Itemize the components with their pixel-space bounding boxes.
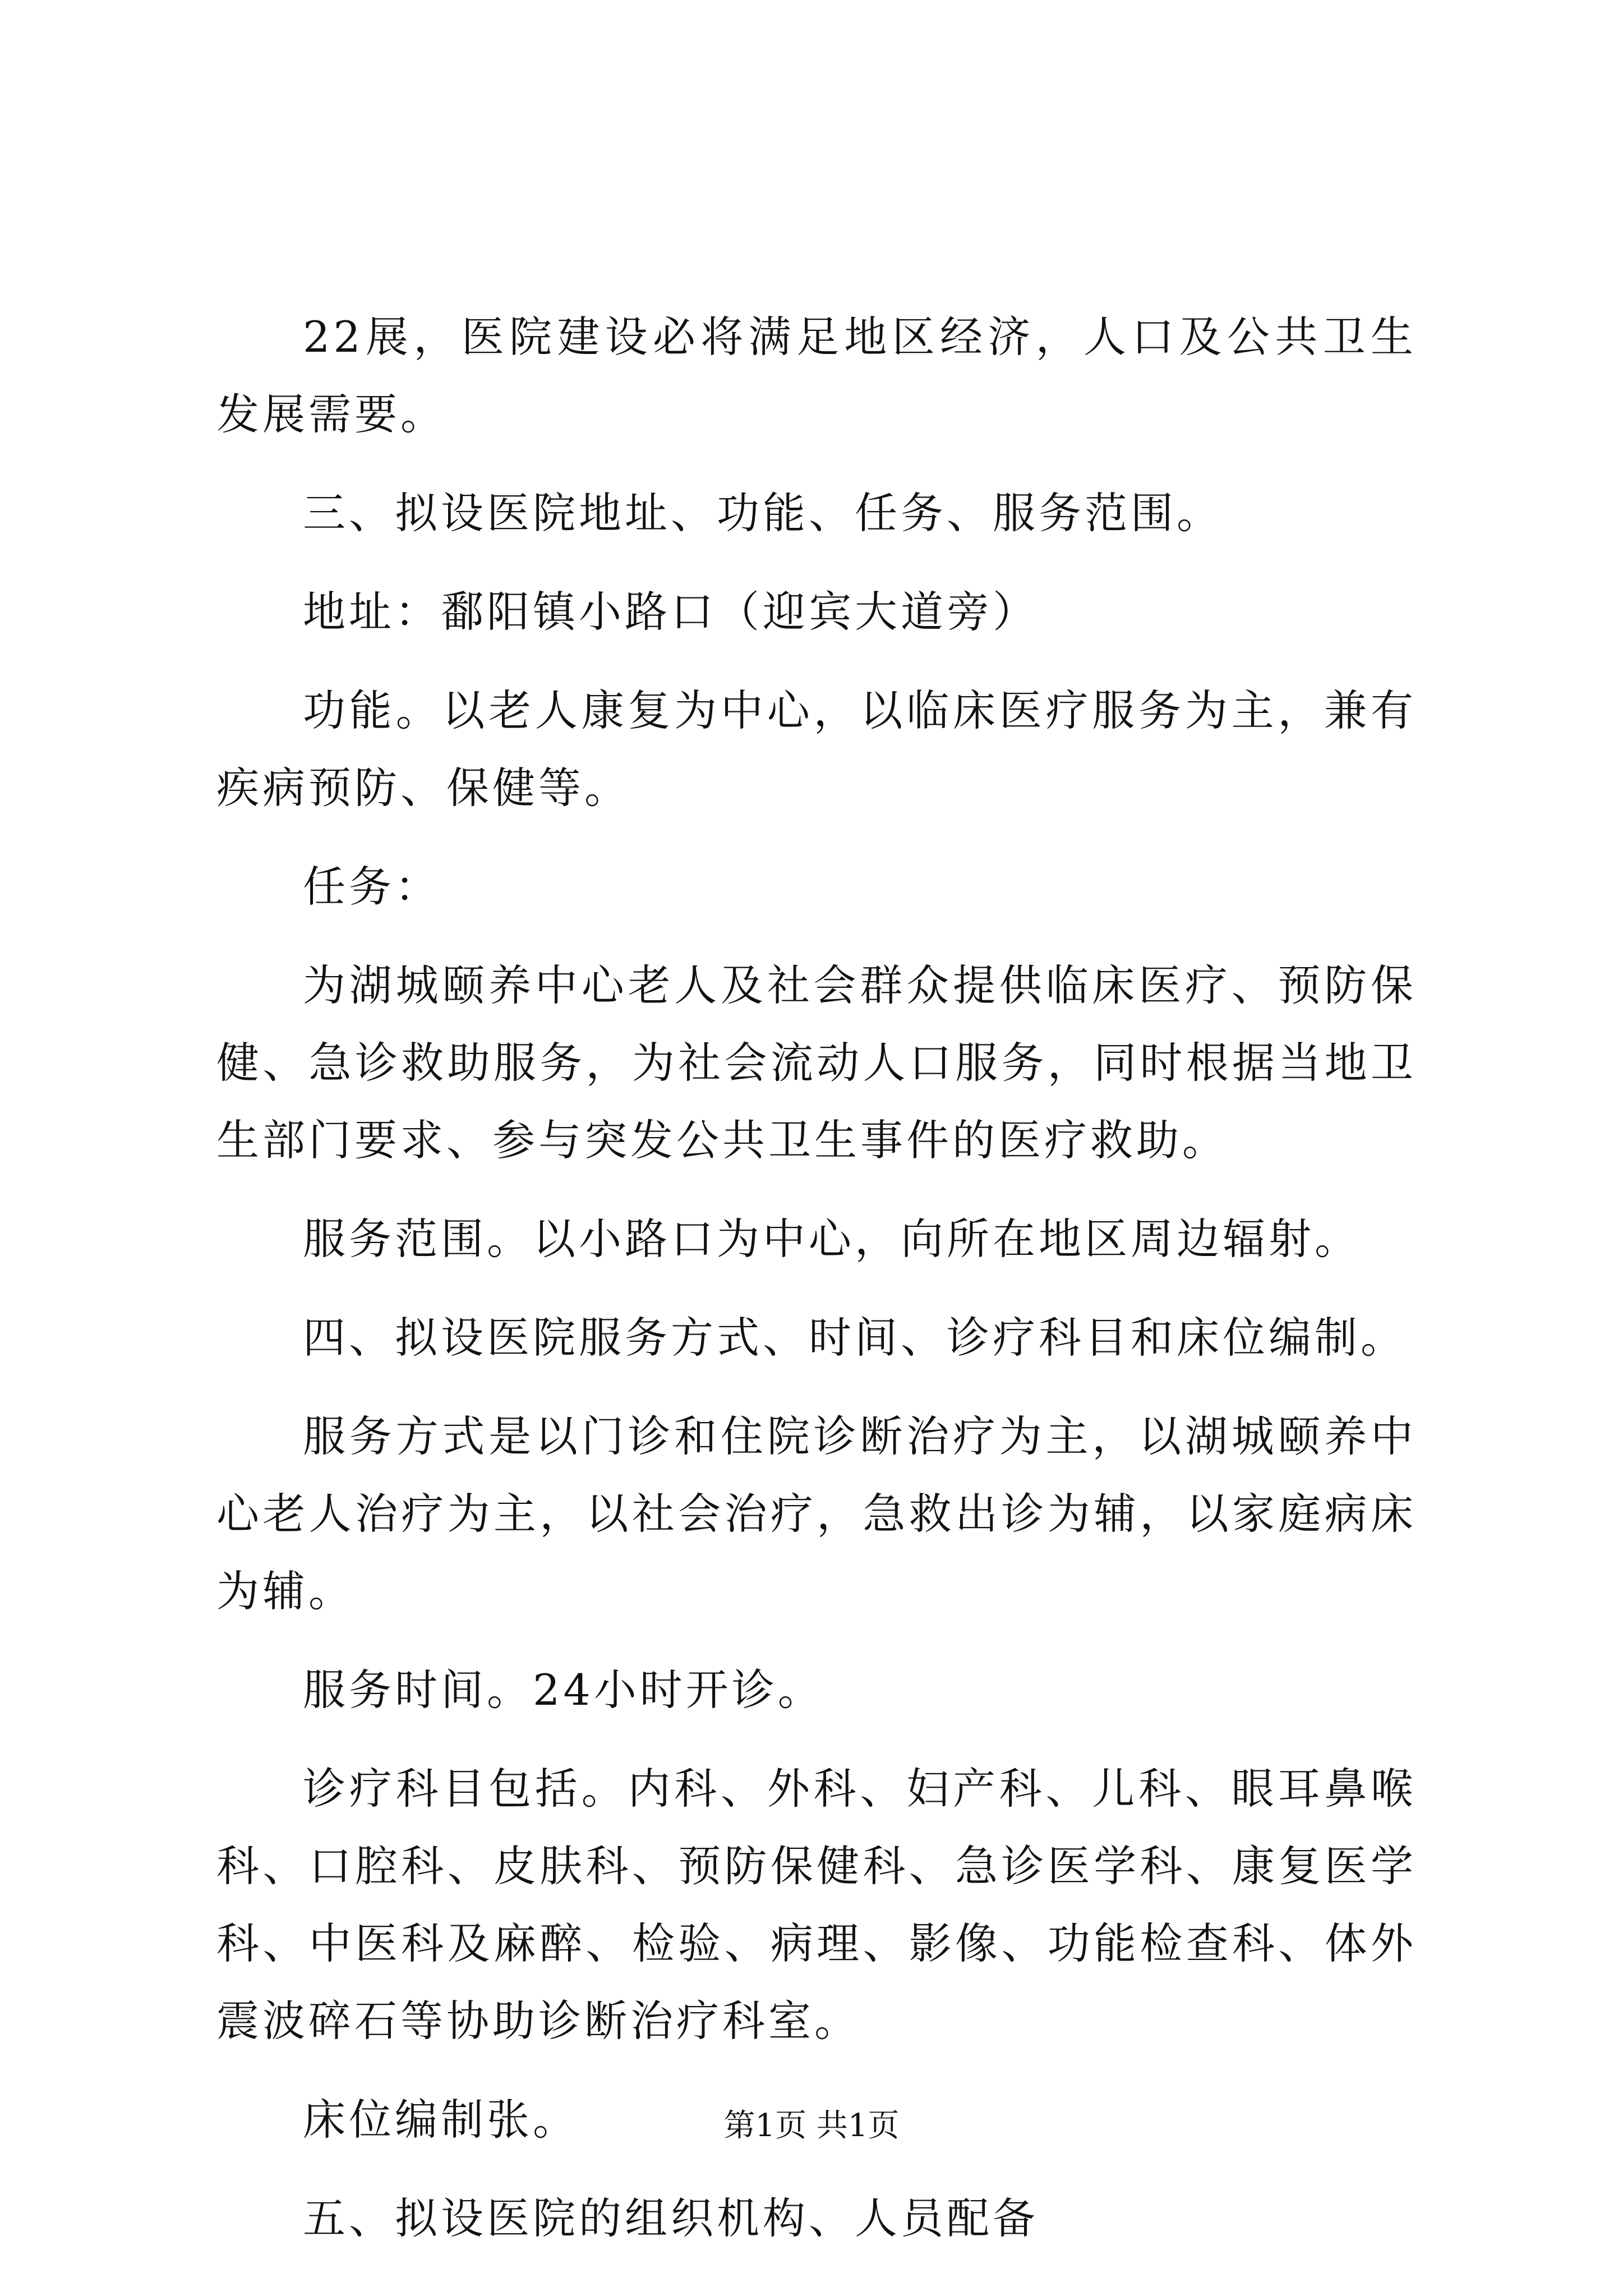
paragraph-bed-count: 床位编制张。 — [303, 2095, 579, 2145]
section-heading-5: 五、拟设医院的组织机构、人员配备 — [303, 2193, 1039, 2243]
paragraph-departments: 诊疗科目包括。内科、外科、妇产科、儿科、眼耳鼻喉科、口腔科、皮肤科、预防保健科、急诊医学科、康复医学科、中医科及麻醉、检验、病理、影像、功能检查科、体外震波碎石等协助诊断治疗科室。 — [216, 1764, 1417, 2046]
page-footer: 第1页 共1页 — [723, 2108, 900, 2144]
paragraph-service-mode: 服务方式是以门诊和住院诊断治疗为主，以湖城颐养中心老人治疗为主，以社会治疗，急救出诊为辅，以家庭病床为辅。 — [216, 1411, 1417, 1616]
paragraph-service-scope: 服务范围。以小路口为中心，向所在地区周边辐射。 — [303, 1214, 1361, 1264]
paragraph-function: 功能。以老人康复为中心，以临床医疗服务为主，兼有疾病预防、保健等。 — [216, 685, 1417, 813]
document-body — [216, 298, 1417, 2279]
paragraph-service-time: 服务时间。24小时开诊。 — [303, 1665, 824, 1715]
section-heading-3: 三、拟设医院地址、功能、任务、服务范围。 — [303, 488, 1223, 538]
paragraph-continuation: 22展，医院建设必将满足地区经济，人口及公共卫生发展需要。 — [216, 312, 1417, 439]
section-heading-4: 四、拟设医院服务方式、时间、诊疗科目和床位编制。 — [303, 1313, 1407, 1363]
paragraph-task-detail: 为湖城颐养中心老人及社会群众提供临床医疗、预防保健、急诊救助服务，为社会流动人口服务，同时根据当地卫生部门要求、参与突发公共卫生事件的医疗救助。 — [216, 960, 1417, 1165]
paragraph-task-label: 任务： — [303, 862, 441, 912]
paragraph-address: 地址：鄱阳镇小路口（迎宾大道旁） — [303, 587, 1039, 637]
